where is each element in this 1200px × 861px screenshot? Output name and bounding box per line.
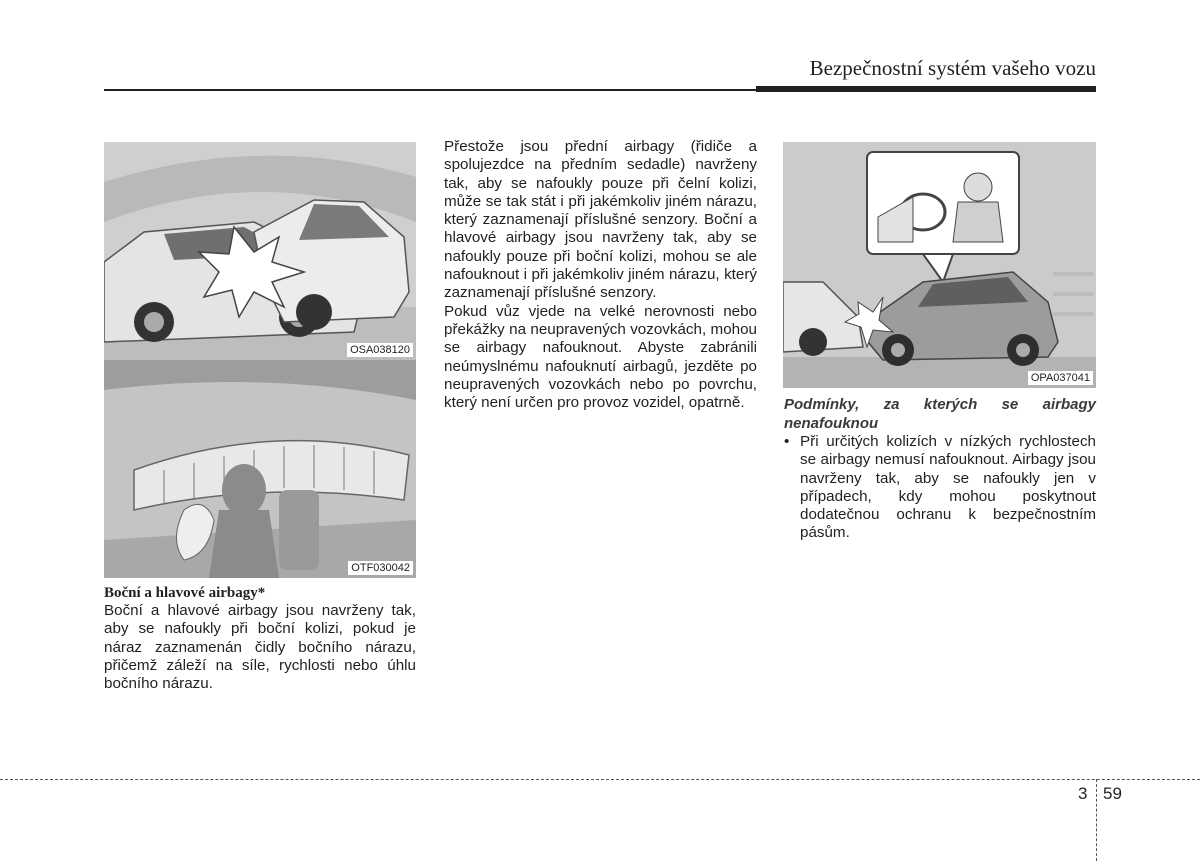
footer-vertical-divider [1096,779,1097,861]
low-speed-collision-illustration [783,142,1096,388]
paragraph: Pokud vůz vjede na velké nerovnosti nebo překážky na neupravených vozovkách, mohou se airbagy nafouknout. Abyste zabránili neúmyslnému nafouknutí airbagů, jezděte po neupravených vozovkách nebo po povrchu, který není určen pro provoz vozidel, opatrně. [444,302,757,412]
section-number: 3 [1078,784,1088,803]
paragraph: Přestože jsou přední airbagy (řidiče a spolujezdce na předním sedadle) navrženy tak, aby se nafoukly pouze při čelní kolizi, může se tak stát i při jakémkoliv jiném nárazu, který zaznamenají příslušné senzory. Boční a hlavové airbagy jsou navrženy tak, aby se nafoukly pouze při boční kolizi, mohou se ale nafouknout i při jakémkoliv jiném nárazu, který zaznamenají příslušné senzory. [444,138,757,302]
figure-code: OSA038120 [347,343,413,357]
side-collision-illustration [104,142,416,360]
bullet-icon: • [784,433,790,450]
header-rule-accent [756,86,1096,92]
figure-code: OTF030042 [348,561,413,575]
section-heading: Boční a hlavové airbagy* [104,585,266,601]
footer-divider [0,779,1200,780]
section-heading: Podmínky, za kterých se airbagy nenafouknou [784,396,1096,432]
right-text-column [784,395,1096,543]
left-text-column [104,584,416,693]
page-number: 59 [1103,784,1122,803]
figure-code: OPA037041 [1028,371,1093,385]
curtain-airbag-illustration [104,360,416,578]
paragraph: Boční a hlavové airbagy jsou navrženy tak, aby se nafoukly při boční kolizi, pokud je náraz zaznamenán čidly bočního nárazu, přičemž záleží na síle, rychlosti nebo úhlu bočního nárazu. [104,602,416,693]
middle-text-column [444,138,757,412]
bullet-item [784,433,1096,543]
bullet-text: Při určitých kolizích v nízkých rychlostech se airbagy nemusí nafouknout. Airbagy jsou navrženy tak, aby se nafoukly jen v případech, kdy mohou poskytnout dodatečnou ochranu k bezpečnostním pásům. [800,433,1096,542]
header-rule [104,89,756,91]
page-header-title: Bezpečnostní systém vašeho vozu [809,56,1096,80]
